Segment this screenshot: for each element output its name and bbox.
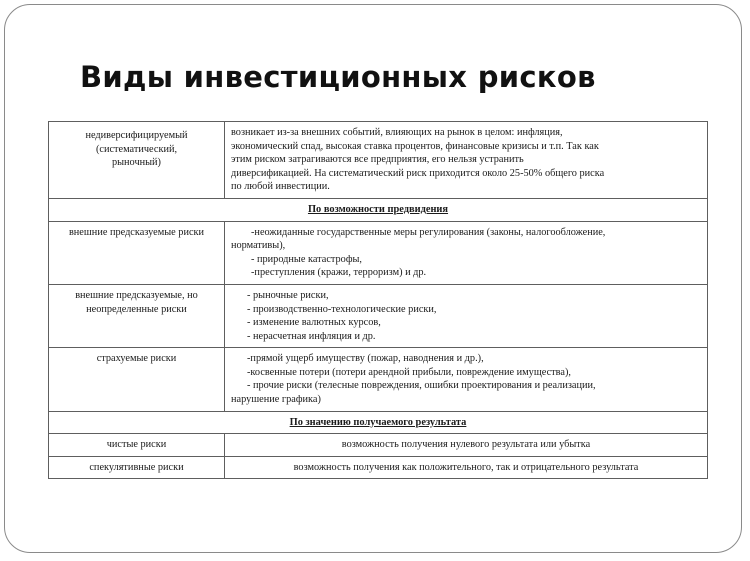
- risk-description-cell: [225, 348, 708, 411]
- table-row: [49, 221, 708, 284]
- risk-description-line: - прочие риски (телесные повреждения, ошибки проектирования и реализации,: [247, 380, 596, 392]
- risk-description-line: - изменение валютных курсов,: [247, 317, 381, 329]
- risk-label-line: рыночный): [111, 157, 161, 169]
- risk-description-line: возможность получения нулевого результата или убытка: [341, 439, 591, 451]
- risk-label-cell: [49, 221, 225, 284]
- risk-description-line: - нерасчетная инфляция и др.: [247, 330, 376, 342]
- risk-label-cell: [49, 434, 225, 457]
- risk-types-table-wrapper: [48, 121, 707, 479]
- risk-label-line: неопределенные риски: [86, 303, 187, 315]
- risk-description-line: возникает из-за внешних событий, влияющих на рынок в целом: инфляция,: [231, 127, 563, 138]
- table-row: [49, 122, 708, 199]
- risk-label-cell: [49, 122, 225, 199]
- page-title: Виды инвестиционных рисков: [80, 60, 596, 94]
- risk-label-cell: [49, 284, 225, 347]
- risk-description-cell: [225, 284, 708, 347]
- risk-label-line: внешние предсказуемые, но: [75, 289, 198, 301]
- risk-description-line: нарушение графика): [231, 393, 321, 405]
- risk-description-line: -неожиданные государственные меры регулирования (законы, налогообложение,: [251, 226, 606, 238]
- risk-label-line: спекулятивные риски: [89, 461, 184, 473]
- risk-description-line: -прямой ущерб имуществу (пожар, наводнения и др.),: [247, 353, 484, 365]
- risk-description-line: - рыночные риски,: [247, 289, 329, 301]
- risk-description-line: возможность получения как положительного, так и отрицательного результата: [293, 461, 639, 473]
- section-header-label: По возможности предвидения: [307, 203, 449, 215]
- section-header-cell: [49, 411, 708, 434]
- risk-label-line: страхуемые риски: [96, 353, 177, 365]
- risk-description-line: нормативы),: [231, 240, 286, 252]
- risk-label-cell: [49, 348, 225, 411]
- risk-description-cell: [225, 122, 708, 199]
- table-section-row: [49, 198, 708, 221]
- risk-description-line: - природные катастрофы,: [251, 253, 362, 265]
- risk-label-line: (систематический,: [95, 143, 178, 155]
- risk-label-cell: [49, 456, 225, 479]
- section-header-label: По значению получаемого результата: [289, 416, 467, 428]
- risk-description-line: -преступления (кражи, терроризм) и др.: [251, 267, 427, 279]
- risk-description-line: этим риском затрагиваются все предприятия, его нельзя устранить: [231, 154, 524, 166]
- risk-description-cell: [225, 434, 708, 457]
- risk-description-line: диверсификацией. На систематический риск приходится около 25-50% общего риска: [231, 167, 605, 179]
- section-header-cell: [49, 198, 708, 221]
- table-row: [49, 348, 708, 411]
- risk-label-line: недиверсифицируемый: [85, 130, 188, 141]
- risk-description-line: -косвенные потери (потери арендной прибыли, повреждение имущества),: [247, 366, 571, 378]
- table-row: [49, 284, 708, 347]
- risk-description-line: - производственно-технологические риски,: [247, 303, 437, 315]
- risk-label-line: чистые риски: [106, 439, 167, 451]
- risk-description-line: по любой инвестиции.: [231, 181, 330, 193]
- risk-description-cell: [225, 456, 708, 479]
- table-row: [49, 434, 708, 457]
- risk-description-cell: [225, 221, 708, 284]
- risk-label-line: внешние предсказуемые риски: [68, 226, 205, 238]
- risk-types-table: [48, 121, 708, 479]
- risk-description-line: экономический спад, высокая ставка процентов, финансовые кризисы и т.п. Так как: [231, 140, 599, 152]
- table-section-row: [49, 411, 708, 434]
- table-row: [49, 456, 708, 479]
